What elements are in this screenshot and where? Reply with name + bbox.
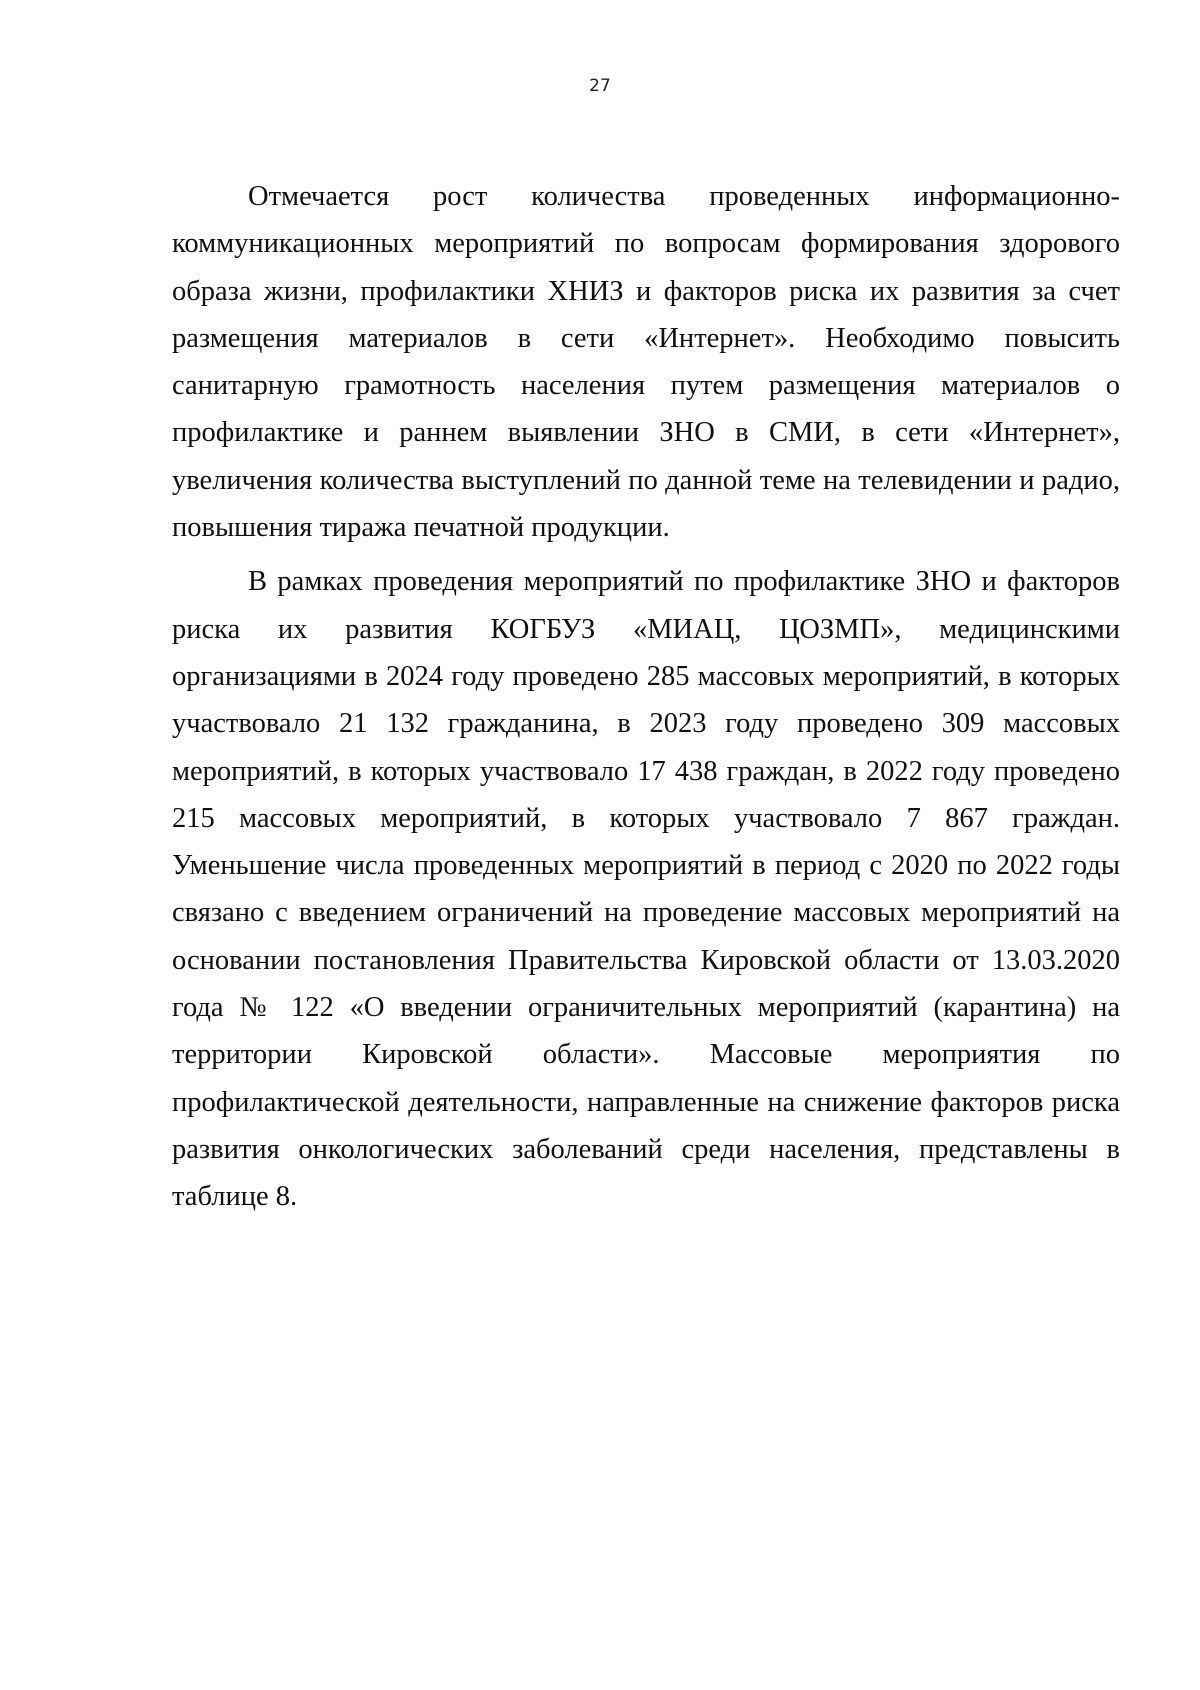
paragraph-2: В рамках проведения мероприятий по профилактике ЗНО и факторов риска их развития КОГБУЗ «МИАЦ, ЦОЗМП», медицинскими организациями в 2024 году проведено 285 массовых мероприятий, в которых участвовало 21 132 гражданина, в 2023 году проведено 309 массовых мероприятий, в которых участвовало 17 438 граждан, в 2022 году проведено 215 массовых мероприятий, в которых участвовало 7 867 граждан. Уменьшение числа проведенных мероприятий в период с 2020 по 2022 годы связано с введением ограничений на проведение массовых мероприятий на основании постановления Правительства Кировской области от 13.03.2020 года № 122 «О введении ограничительных мероприятий (карантина) на территории Кировской области». Массовые мероприятия по профилактической деятельности, направленные на снижение факторов риска развития онкологических заболеваний среди населения, представлены в таблице 8.: [172, 566, 1120, 1213]
page-number: 27: [589, 76, 611, 96]
paragraph-1: Отмечается рост количества проведенных информационно-коммуникационных мероприятий по вопросам формирования здорового образа жизни, профилактики ХНИЗ и факторов риска их развития за счет размещения материалов в сети «Интернет». Необходимо повысить санитарную грамотность населения путем размещения материалов о профилактике и раннем выявлении ЗНО в СМИ, в сети «Интернет», увеличения количества выступлений по данной теме на телевидении и радио, повышения тиража печатной продукции.: [172, 181, 1120, 544]
document-body: [172, 173, 1120, 1221]
